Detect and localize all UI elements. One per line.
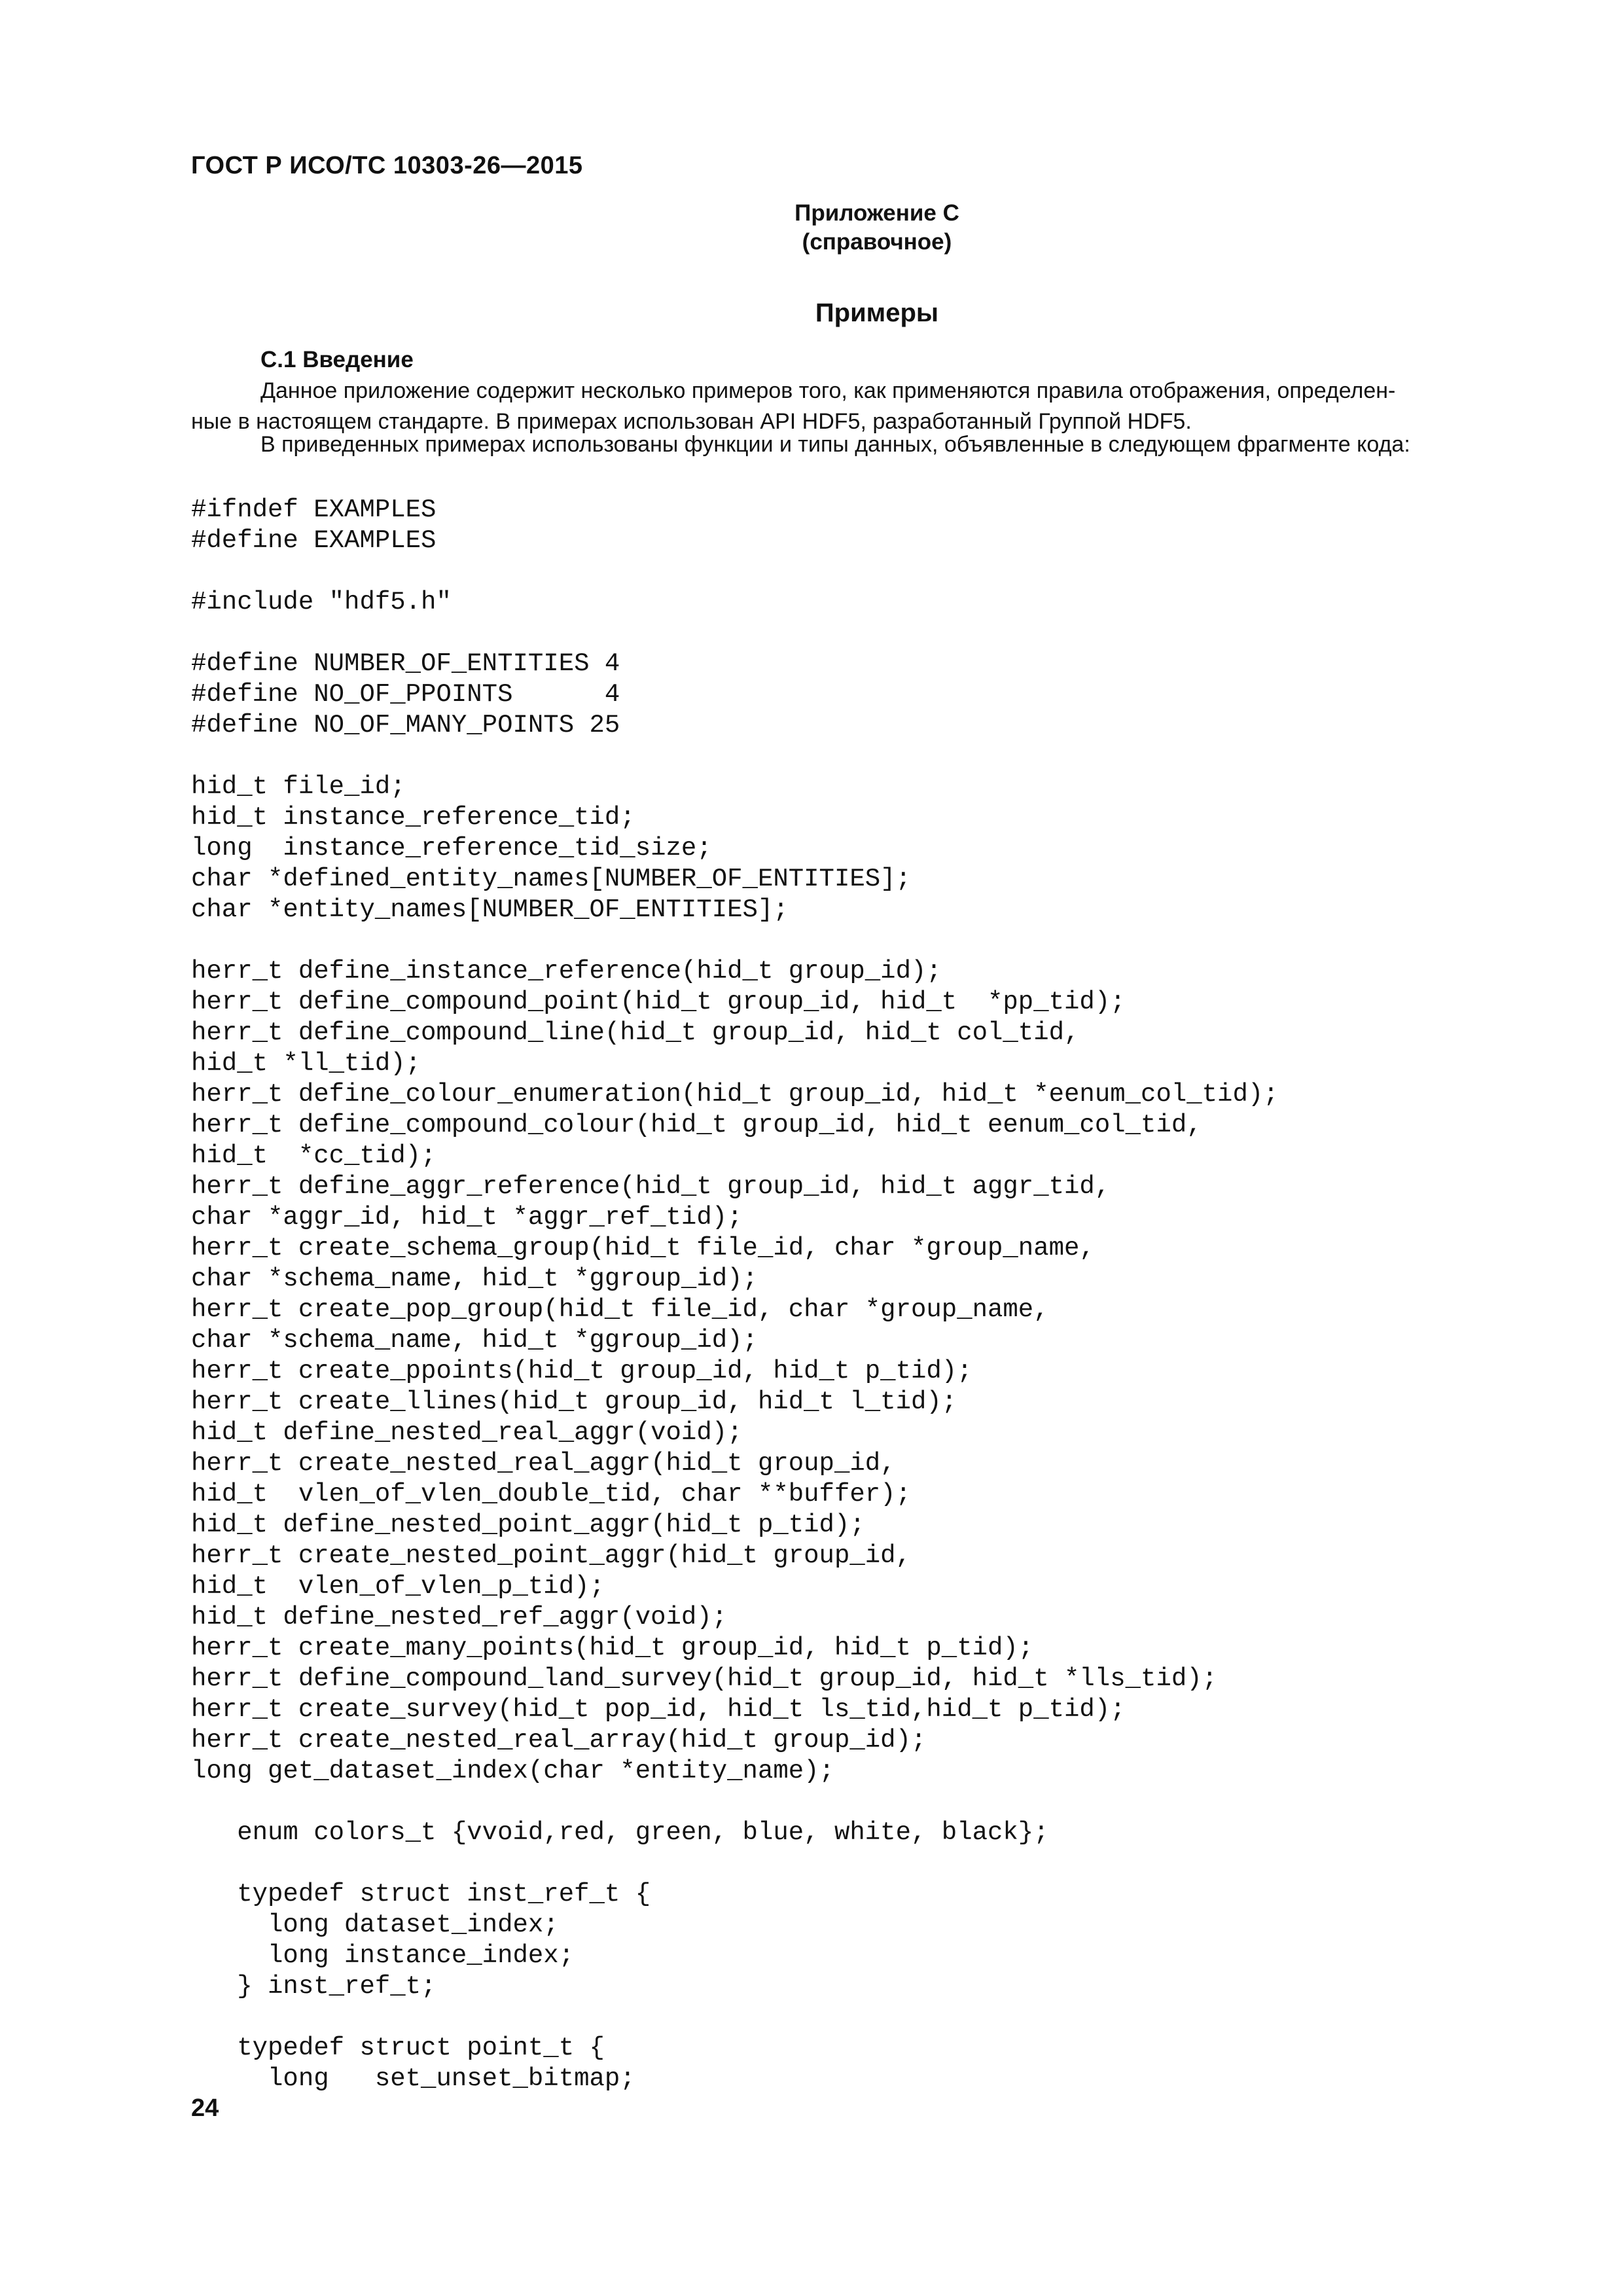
page-number: 24 (191, 2094, 219, 2122)
code-line: herr_t define_compound_land_survey(hid_t group_id, hid_t *lls_tid); (191, 1664, 1218, 1693)
code-line (191, 925, 1279, 956)
code-line: hid_t vlen_of_vlen_double_tid, char **buffer); (191, 1480, 911, 1509)
intro-paragraph-line: Данное приложение содержит несколько примеров того, как применяются правила отображения, определен- (260, 378, 1396, 403)
code-line: hid_t vlen_of_vlen_p_tid); (191, 1572, 605, 1601)
code-line: hid_t instance_reference_tid; (191, 803, 635, 832)
code-line: long instance_index; (191, 1941, 575, 1970)
code-line: char *schema_name, hid_t *ggroup_id); (191, 1265, 758, 1293)
code-line: char *entity_names[NUMBER_OF_ENTITIES]; (191, 895, 789, 924)
code-line (191, 556, 1279, 587)
code-line: herr_t create_survey(hid_t pop_id, hid_t ls_tid,hid_t p_tid); (191, 1695, 1126, 1724)
code-line: typedef struct inst_ref_t { (191, 1880, 651, 1909)
code-line: char *schema_name, hid_t *ggroup_id); (191, 1326, 758, 1355)
code-line: hid_t *cc_tid); (191, 1141, 437, 1170)
code-line: herr_t define_compound_colour(hid_t group_id, hid_t eenum_col_tid, (191, 1111, 1202, 1139)
code-listing (191, 495, 1279, 2094)
code-line: herr_t create_nested_real_array(hid_t group_id); (191, 1726, 927, 1755)
code-line: herr_t create_nested_point_aggr(hid_t group_id, (191, 1541, 911, 1570)
code-line: hid_t define_nested_ref_aggr(void); (191, 1603, 728, 1632)
code-intro-paragraph (191, 429, 1497, 460)
code-line: long get_dataset_index(char *entity_name); (191, 1757, 834, 1785)
section-heading: С.1 Введение (260, 347, 414, 372)
code-line (191, 741, 1279, 772)
annex-title: Примеры (815, 298, 939, 327)
code-line: herr_t define_colour_enumeration(hid_t group_id, hid_t *eenum_col_tid); (191, 1080, 1279, 1109)
code-line: herr_t define_compound_point(hid_t group_id, hid_t *pp_tid); (191, 988, 1126, 1016)
code-line: #define NO_OF_MANY_POINTS 25 (191, 711, 620, 740)
code-line: long set_unset_bitmap; (191, 2064, 635, 2093)
standard-designation: ГОСТ Р ИСО/ТС 10303-26—2015 (191, 152, 583, 179)
code-line: hid_t define_nested_point_aggr(hid_t p_tid); (191, 1511, 865, 1539)
code-line: #ifndef EXAMPLES (191, 495, 437, 524)
code-line: herr_t create_schema_group(hid_t file_id, char *group_name, (191, 1234, 1095, 1263)
code-line: #define EXAMPLES (191, 526, 437, 555)
code-line: #define NO_OF_PPOINTS 4 (191, 680, 620, 709)
code-line (191, 1848, 1279, 1879)
code-line (191, 618, 1279, 649)
code-line: herr_t create_many_points(hid_t group_id, hid_t p_tid); (191, 1634, 1034, 1662)
code-line (191, 2002, 1279, 2033)
code-line: } inst_ref_t; (191, 1972, 437, 2001)
code-line: char *aggr_id, hid_t *aggr_ref_tid); (191, 1203, 743, 1232)
code-line: long instance_reference_tid_size; (191, 834, 712, 863)
code-line: #include "hdf5.h" (191, 588, 452, 617)
code-line: herr_t create_llines(hid_t group_id, hid_t l_tid); (191, 1388, 957, 1416)
code-line (191, 1787, 1279, 1818)
code-line: herr_t create_pop_group(hid_t file_id, char *group_name, (191, 1295, 1049, 1324)
code-intro-line: В приведенных примерах использованы функции и типы данных, объявленные в следующем фрагменте кода: (260, 432, 1410, 457)
code-line: hid_t file_id; (191, 772, 406, 801)
intro-paragraph-line: ные в настоящем стандарте. В примерах использован API HDF5, разработанный Группой HDF5. (191, 409, 1192, 434)
code-line: herr_t create_nested_real_aggr(hid_t group_id, (191, 1449, 896, 1478)
code-line: long dataset_index; (191, 1910, 559, 1939)
code-line: herr_t define_instance_reference(hid_t group_id); (191, 957, 942, 986)
annex-type: (справочное) (802, 229, 952, 255)
annex-label: Приложение С (794, 200, 959, 226)
code-line: herr_t define_compound_line(hid_t group_id, hid_t col_tid, (191, 1018, 1080, 1047)
code-line: char *defined_entity_names[NUMBER_OF_ENTITIES]; (191, 865, 911, 893)
code-line: herr_t create_ppoints(hid_t group_id, hid_t p_tid); (191, 1357, 972, 1386)
code-line: hid_t define_nested_real_aggr(void); (191, 1418, 743, 1447)
code-line: enum colors_t {vvoid,red, green, blue, white, black}; (191, 1818, 1049, 1847)
code-line: herr_t define_aggr_reference(hid_t group_id, hid_t aggr_tid, (191, 1172, 1111, 1201)
intro-paragraph (191, 376, 1497, 437)
code-line: #define NUMBER_OF_ENTITIES 4 (191, 649, 620, 678)
code-line: typedef struct point_t { (191, 2034, 605, 2062)
code-line: hid_t *ll_tid); (191, 1049, 421, 1078)
